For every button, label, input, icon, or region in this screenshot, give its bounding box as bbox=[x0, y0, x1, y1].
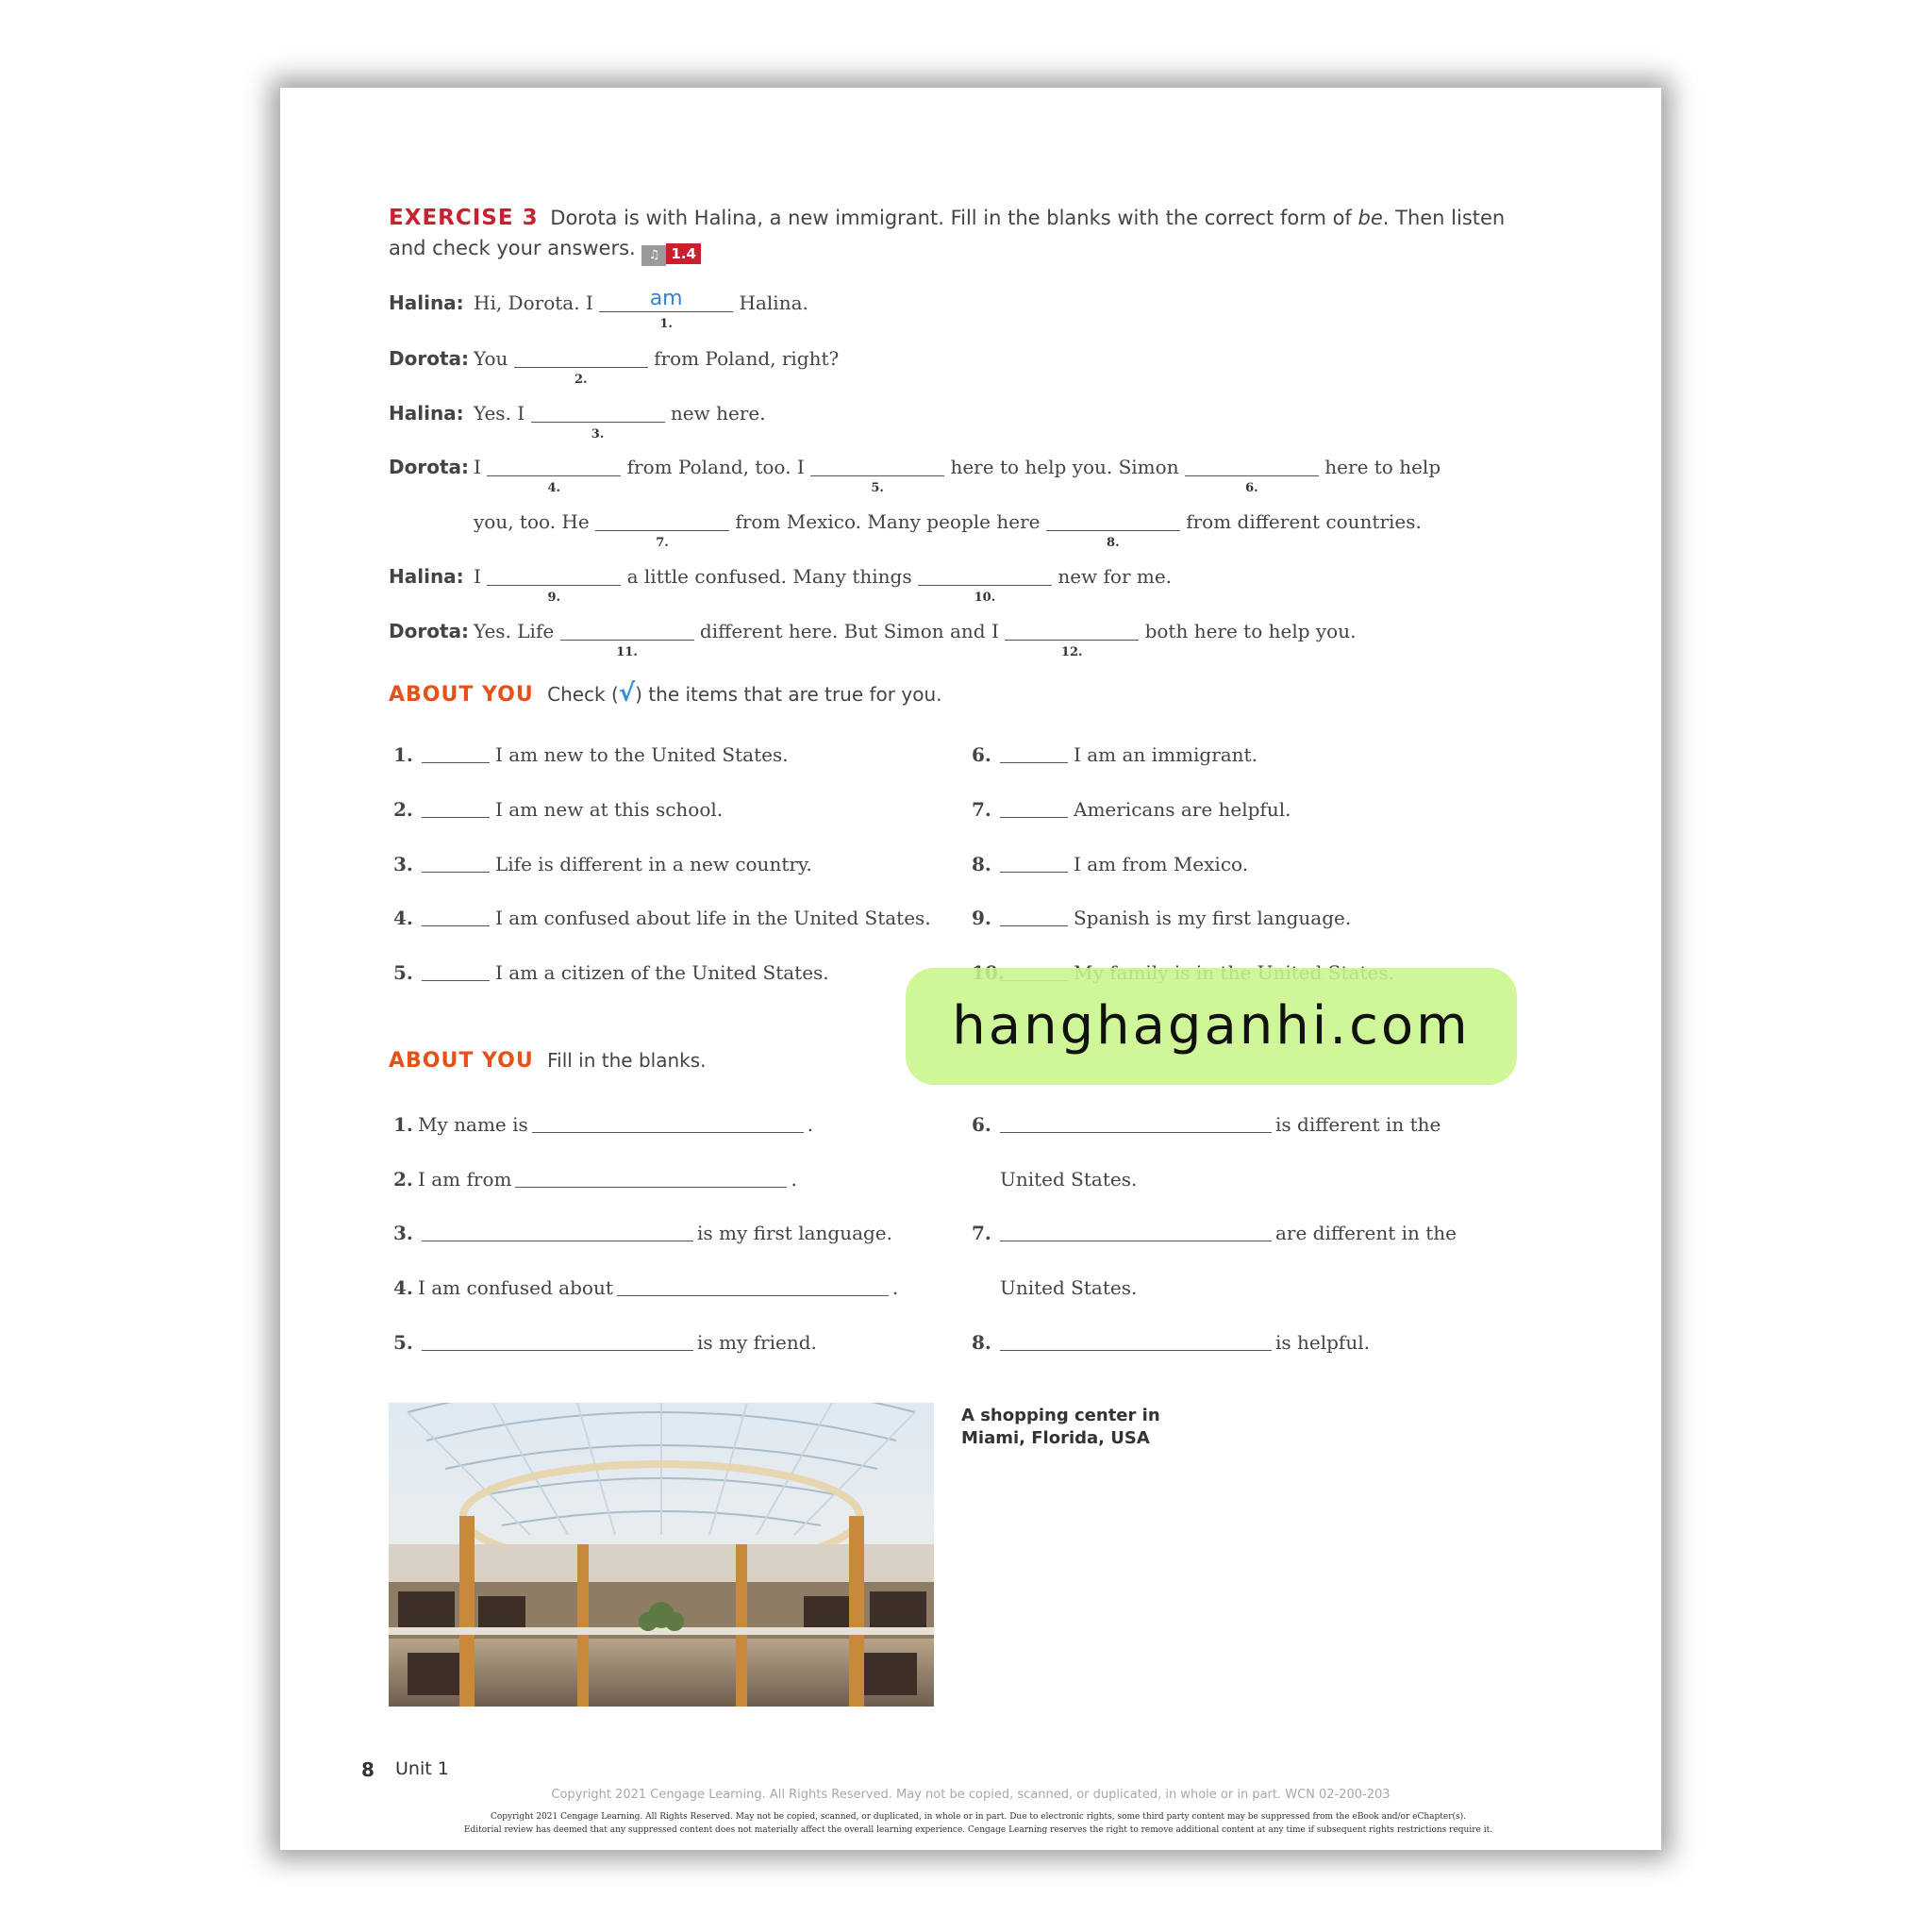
dialogue-line-2 bbox=[474, 347, 840, 387]
blank-number: 9. bbox=[547, 591, 561, 605]
fill-blank[interactable] bbox=[422, 1224, 693, 1241]
blank-number: 2. bbox=[574, 373, 588, 387]
fill-item-8 bbox=[972, 1331, 1370, 1354]
blank-8[interactable] bbox=[1046, 511, 1180, 550]
item-text: I am new to the United States. bbox=[495, 743, 789, 766]
dialogue-text: I bbox=[474, 565, 481, 588]
speaker-halina: Halina: bbox=[389, 291, 464, 314]
fine-print-line: Copyright 2021 Cengage Learning. All Rights Reserved. May not be copied, scanned, or duplicated, in whole or in part. Due to electronic rights, some third party content may be suppressed from the eBook and/or eChapter(s). bbox=[490, 1812, 1467, 1822]
blank-number: 10. bbox=[974, 591, 996, 605]
fine-print-line: Editorial review has deemed that any suppressed content does not materially affect the overall learning experience. Cengage Learning reserves the right to remove additional content at any time if subsequent rights restrictions require it. bbox=[463, 1825, 1493, 1835]
about-you-heading-1 bbox=[389, 679, 941, 708]
blank-2[interactable] bbox=[514, 348, 648, 387]
dialogue-text: You bbox=[474, 347, 508, 370]
dialogue-text: Halina. bbox=[739, 291, 808, 314]
blank-number: 7. bbox=[656, 536, 669, 550]
item-text: I am confused about life in the United States. bbox=[495, 907, 931, 929]
dialogue-text: from Mexico. Many people here bbox=[735, 510, 1041, 533]
check-blank[interactable] bbox=[422, 800, 490, 818]
copyright-fine-print bbox=[412, 1810, 1544, 1837]
speaker-dorota: Dorota: bbox=[389, 347, 469, 370]
fill-item-7-cont: United States. bbox=[1000, 1276, 1138, 1299]
fill-blank[interactable] bbox=[1000, 1115, 1272, 1133]
photo-caption bbox=[961, 1405, 1160, 1450]
dialogue-text: both here to help you. bbox=[1144, 620, 1357, 642]
fill-blank[interactable] bbox=[617, 1278, 889, 1296]
fill-item-6 bbox=[972, 1113, 1441, 1136]
page-number: 8 bbox=[361, 1758, 375, 1781]
audio-track-number: 1.4 bbox=[666, 243, 701, 264]
fill-blank[interactable] bbox=[532, 1115, 804, 1133]
blank-1[interactable] bbox=[599, 287, 733, 331]
fill-item-1 bbox=[393, 1113, 813, 1136]
dialogue-line-7 bbox=[474, 620, 1357, 659]
blank-9[interactable] bbox=[487, 566, 621, 605]
exercise-label: EXERCISE 3 bbox=[389, 206, 539, 230]
dialogue-line-1 bbox=[474, 287, 808, 331]
item-number: 8. bbox=[972, 1331, 991, 1354]
item-text: is my first language. bbox=[697, 1222, 893, 1244]
dialogue-text: Yes. I bbox=[474, 402, 525, 425]
fill-item-2 bbox=[393, 1168, 797, 1191]
blank-4[interactable] bbox=[487, 457, 621, 495]
blank-number: 11. bbox=[616, 645, 638, 659]
fill-blank[interactable] bbox=[1000, 1333, 1272, 1351]
item-number: 5. bbox=[393, 1331, 413, 1354]
item-text: Spanish is my first language. bbox=[1074, 907, 1352, 929]
blank-5[interactable] bbox=[810, 457, 944, 495]
item-text: is different in the bbox=[1275, 1113, 1441, 1136]
check-blank[interactable] bbox=[1000, 908, 1068, 926]
item-text: are different in the bbox=[1275, 1222, 1457, 1244]
blank-number: 5. bbox=[871, 481, 884, 495]
item-number: 4. bbox=[393, 907, 413, 929]
blank-number: 8. bbox=[1107, 536, 1120, 550]
blank-6[interactable] bbox=[1185, 457, 1319, 495]
shopping-center-photo bbox=[389, 1403, 934, 1707]
item-number: 2. bbox=[393, 1168, 413, 1191]
item-number: 7. bbox=[972, 798, 991, 821]
fill-item-5 bbox=[393, 1331, 817, 1354]
check-blank[interactable] bbox=[1000, 800, 1068, 818]
checklist-item[interactable] bbox=[393, 907, 931, 929]
dialogue-text: you, too. He bbox=[474, 510, 590, 533]
fill-item-6-cont: United States. bbox=[1000, 1168, 1138, 1191]
check-blank[interactable] bbox=[422, 963, 490, 981]
dialogue-text: here to help you. Simon bbox=[950, 456, 1179, 478]
item-number: 3. bbox=[393, 1222, 413, 1244]
exercise-instruction-b: . Then listen and check your answers. bbox=[389, 207, 1506, 259]
item-number: 1. bbox=[393, 743, 413, 766]
checklist-item[interactable] bbox=[393, 853, 812, 875]
item-number: 9. bbox=[972, 907, 991, 929]
caption-line: Miami, Florida, USA bbox=[961, 1428, 1150, 1448]
dialogue-line-6 bbox=[474, 565, 1173, 605]
dialogue-text: Hi, Dorota. I bbox=[474, 291, 593, 314]
speaker-halina: Halina: bbox=[389, 565, 464, 588]
speaker-halina: Halina: bbox=[389, 402, 464, 425]
dialogue-line-3 bbox=[474, 402, 766, 441]
dialogue-text: new here. bbox=[670, 402, 766, 425]
checklist-item[interactable] bbox=[972, 743, 1257, 766]
blank-10[interactable] bbox=[918, 566, 1052, 605]
dialogue-line-5 bbox=[474, 510, 1422, 550]
blank-3[interactable] bbox=[531, 403, 665, 441]
item-text: . bbox=[891, 1276, 899, 1299]
item-text: I am a citizen of the United States. bbox=[495, 961, 829, 984]
fill-item-7 bbox=[972, 1222, 1457, 1244]
speaker-dorota: Dorota: bbox=[389, 456, 469, 478]
fill-blank[interactable] bbox=[1000, 1224, 1272, 1241]
fill-item-4 bbox=[393, 1276, 898, 1299]
item-number: 2. bbox=[393, 798, 413, 821]
checklist-item[interactable] bbox=[393, 961, 829, 984]
speaker-dorota: Dorota: bbox=[389, 620, 469, 642]
check-blank[interactable] bbox=[422, 745, 490, 763]
item-text: . bbox=[791, 1168, 797, 1191]
item-number: 6. bbox=[972, 743, 991, 766]
watermark-text: hanghaganhi.com bbox=[952, 995, 1471, 1057]
about-you-instruction: Fill in the blanks. bbox=[547, 1049, 707, 1072]
blank-11[interactable] bbox=[560, 621, 694, 659]
item-number: 1. bbox=[393, 1113, 413, 1136]
item-number: 8. bbox=[972, 853, 991, 875]
about-you-label: ABOUT YOU bbox=[389, 683, 534, 707]
dialogue-text: from Poland, right? bbox=[654, 347, 840, 370]
item-text: is helpful. bbox=[1275, 1331, 1370, 1354]
item-text: I am from bbox=[418, 1168, 512, 1191]
check-blank[interactable] bbox=[422, 855, 490, 873]
item-text: is my friend. bbox=[697, 1331, 817, 1354]
blank-12[interactable] bbox=[1005, 621, 1139, 659]
unit-label: Unit 1 bbox=[395, 1758, 449, 1779]
blank-number: 3. bbox=[591, 427, 605, 441]
checkmark-icon: √ bbox=[618, 679, 636, 708]
item-number: 4. bbox=[393, 1276, 413, 1299]
blank-number: 1. bbox=[659, 317, 673, 331]
dialogue-text: different here. But Simon and I bbox=[699, 620, 999, 642]
dialogue-text: from Poland, too. I bbox=[626, 456, 805, 478]
item-text: I am an immigrant. bbox=[1074, 743, 1257, 766]
check-blank[interactable] bbox=[1000, 855, 1068, 873]
checklist-item[interactable] bbox=[393, 743, 789, 766]
dialogue-text: a little confused. Many things bbox=[626, 565, 912, 588]
about-you-label: ABOUT YOU bbox=[389, 1049, 534, 1073]
item-number: 5. bbox=[393, 961, 413, 984]
item-number: 7. bbox=[972, 1222, 991, 1244]
item-text: I am from Mexico. bbox=[1074, 853, 1249, 875]
item-text: Americans are helpful. bbox=[1074, 798, 1291, 821]
answer-1: am bbox=[649, 287, 683, 310]
dialogue-line-4 bbox=[474, 456, 1441, 495]
checklist-item[interactable] bbox=[972, 907, 1351, 929]
blank-number: 6. bbox=[1245, 481, 1258, 495]
fill-blank[interactable] bbox=[515, 1170, 787, 1188]
item-text: I am confused about bbox=[418, 1276, 613, 1299]
blank-number: 4. bbox=[547, 481, 561, 495]
about-you-instruction: ) the items that are true for you. bbox=[635, 683, 942, 706]
workbook-page bbox=[280, 88, 1661, 1850]
dialogue-text: from different countries. bbox=[1186, 510, 1422, 533]
item-text: I am new at this school. bbox=[495, 798, 724, 821]
item-text: Life is different in a new country. bbox=[495, 853, 812, 875]
copyright-notice: Copyright 2021 Cengage Learning. All Rights Reserved. May not be copied, scanned, or duplicated, in whole or in part. WCN 02-200-203 bbox=[551, 1788, 1391, 1802]
item-text: . bbox=[807, 1113, 814, 1136]
blank-number: 12. bbox=[1060, 645, 1083, 659]
about-you-heading-2 bbox=[389, 1049, 707, 1073]
exercise-instruction-italic: be bbox=[1357, 207, 1383, 229]
checklist-item[interactable] bbox=[393, 798, 723, 821]
exercise-instruction-a: Dorota is with Halina, a new immigrant. Fill in the blanks with the correct form of bbox=[550, 207, 1352, 229]
checklist-item[interactable] bbox=[972, 853, 1248, 875]
dialogue-text: Yes. Life bbox=[474, 620, 555, 642]
dialogue-text: here to help bbox=[1324, 456, 1441, 478]
blank-7[interactable] bbox=[595, 511, 729, 550]
checklist-item[interactable] bbox=[972, 798, 1291, 821]
item-number: 3. bbox=[393, 853, 413, 875]
audio-track-button[interactable] bbox=[641, 237, 701, 267]
headphones-icon: ♫ bbox=[641, 245, 666, 266]
caption-line: A shopping center in bbox=[961, 1406, 1160, 1425]
dialogue-text: I bbox=[474, 456, 481, 478]
mall-atrium-illustration bbox=[389, 1403, 934, 1707]
about-you-instruction: Check ( bbox=[547, 683, 619, 706]
item-number: 6. bbox=[972, 1113, 991, 1136]
dialogue-text: new for me. bbox=[1058, 565, 1173, 588]
exercise-heading bbox=[389, 203, 1521, 267]
fill-blank[interactable] bbox=[422, 1333, 693, 1351]
item-text: My name is bbox=[418, 1113, 528, 1136]
check-blank[interactable] bbox=[1000, 745, 1068, 763]
fill-item-3 bbox=[393, 1222, 892, 1244]
check-blank[interactable] bbox=[422, 908, 490, 926]
